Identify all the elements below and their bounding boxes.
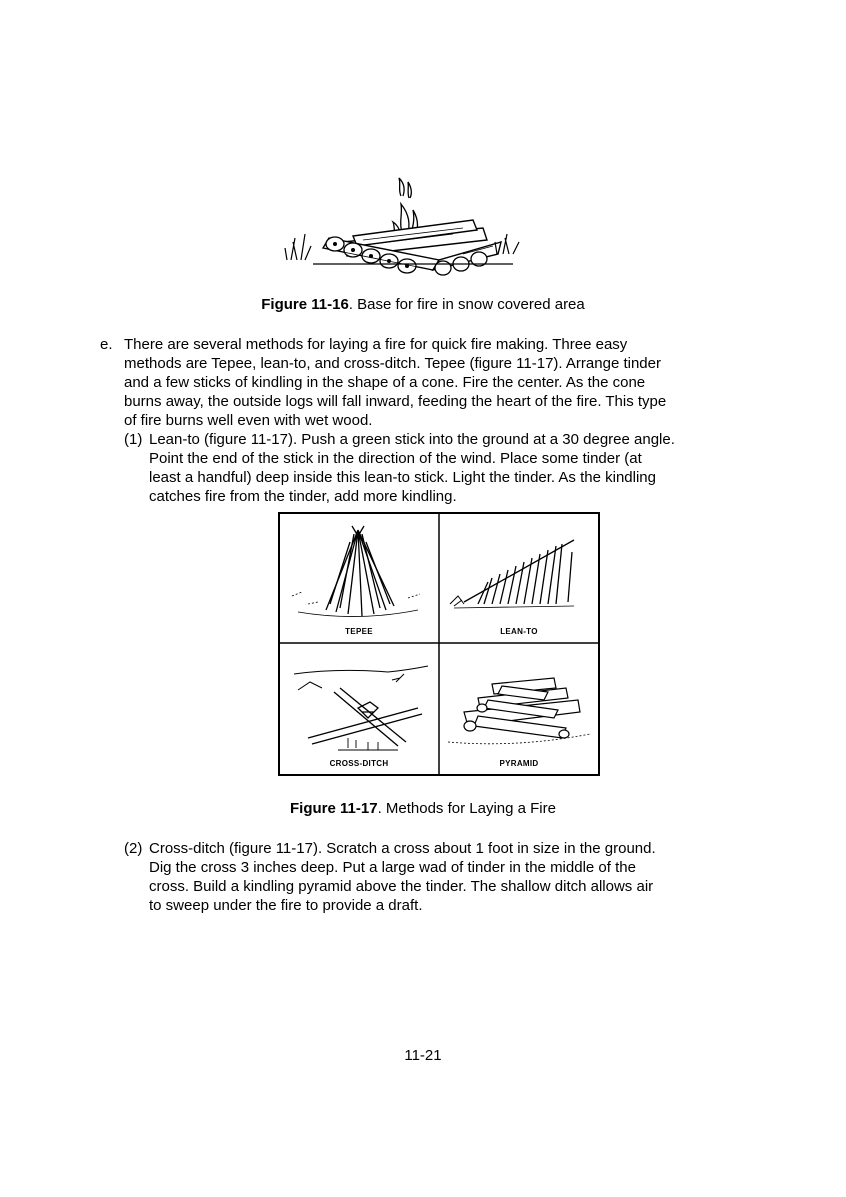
paragraph-e [124, 335, 666, 430]
paragraph-e-line: There are several methods for laying a fire for quick fire making. Three easy [124, 336, 628, 353]
figure-11-17-label: Figure 11-17 [290, 800, 378, 817]
lean-to-label: LEAN-TO [500, 627, 538, 636]
figure-11-16-label: Figure 11-16 [261, 296, 349, 313]
pyramid-label: PYRAMID [499, 759, 539, 768]
figure-11-16-caption [0, 296, 846, 313]
figure-11-17-text: . Methods for Laying a Fire [377, 800, 556, 817]
paragraph-1-marker: (1) [124, 431, 143, 448]
paragraph-2-line: to sweep under the fire to provide a draft. [149, 897, 423, 914]
tepee-label: TEPEE [345, 627, 373, 636]
paragraph-e-line: of fire burns well even with wet wood. [124, 412, 373, 429]
paragraph-1 [149, 430, 675, 506]
figure-11-17-illustration [278, 512, 600, 776]
paragraph-2-line: Cross-ditch (figure 11-17). Scratch a cross about 1 foot in size in the ground. [149, 840, 656, 857]
paragraph-2-marker: (2) [124, 840, 143, 857]
figure-11-16-illustration [283, 168, 523, 286]
paragraph-e-line: and a few sticks of kindling in the shape of a cone. Fire the center. As the cone [124, 374, 646, 391]
paragraph-2-line: cross. Build a kindling pyramid above the tinder. The shallow ditch allows air [149, 878, 654, 895]
paragraph-1-line: catches fire from the tinder, add more kindling. [149, 488, 457, 505]
paragraph-1-line: Lean-to (figure 11-17). Push a green stick into the ground at a 30 degree angle. [149, 431, 675, 448]
paragraph-e-line: burns away, the outside logs will fall inward, feeding the heart of the fire. This type [124, 393, 667, 410]
paragraph-2-line: Dig the cross 3 inches deep. Put a large wad of tinder in the middle of the [149, 859, 636, 876]
cross-ditch-label: CROSS-DITCH [329, 759, 389, 768]
paragraph-2 [149, 839, 656, 915]
figure-11-16-text: . Base for fire in snow covered area [348, 296, 585, 313]
paragraph-1-line: Point the end of the stick in the direction of the wind. Place some tinder (at [149, 450, 642, 467]
figure-11-17-caption [0, 800, 846, 817]
paragraph-1-line: least a handful) deep inside this lean-to stick. Light the tinder. As the kindling [149, 469, 656, 486]
paragraph-e-line: methods are Tepee, lean-to, and cross-ditch. Tepee (figure 11-17). Arrange tinder [124, 355, 661, 372]
page-number: 11-21 [404, 1047, 442, 1064]
paragraph-e-marker: e. [100, 336, 113, 353]
